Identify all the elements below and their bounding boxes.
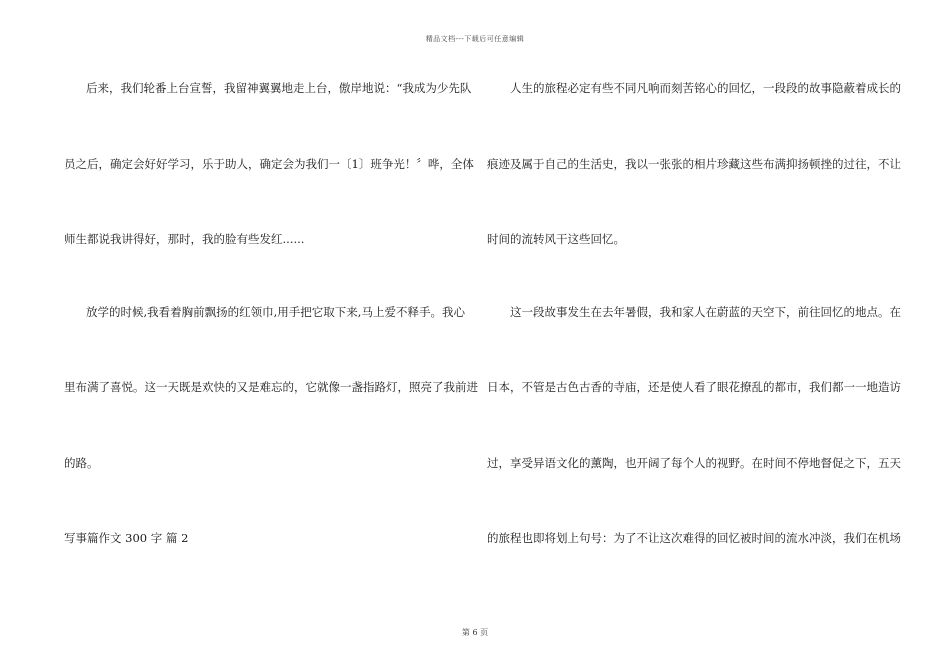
right-line-6: 过，享受异语文化的薰陶，也开阔了每个人的视野。在时间不停地督促之下，五天 [487, 456, 901, 470]
right-line-1: 人生的旅程必定有些不同凡响而刻苦铭心的回忆，一段段的故事隐蔽着成长的 [510, 81, 901, 95]
section-heading: 写事篇作文 300 字 篇 2 [64, 531, 189, 545]
page-number: 第 6 页 [461, 628, 489, 637]
left-line-2: 员之后，确定会好好学习，乐于助人，确定会为我们一〔1〕班争光！〞哗，全体 [64, 157, 474, 171]
left-line-1: 后来，我们轮番上台宣誓，我留神翼翼地走上台，傲岸地说：“我成为少先队 [86, 81, 472, 95]
right-line-2: 痕迹及属于自己的生活史，我以一张张的相片珍藏这些布满抑扬顿挫的过往，不让 [487, 157, 901, 171]
right-line-4: 这一段故事发生在去年暑假，我和家人在蔚蓝的天空下，前往回忆的地点。在 [510, 305, 901, 319]
left-line-5: 里布满了喜悦。这一天既是欢快的又是难忘的，它就像一盏指路灯，照亮了我前进 [64, 380, 478, 394]
page-header: 精品文档---下载后可任意编辑 [425, 35, 525, 43]
left-line-3: 师生都说我讲得好，那时，我的脸有些发红...... [64, 232, 305, 246]
right-line-7: 的旅程也即将划上句号：为了不让这次难得的回忆被时间的流水冲淡，我们在机场 [487, 531, 901, 545]
left-line-6: 的路。 [64, 456, 99, 470]
left-line-4: 放学的时候,我看着胸前飘扬的红领巾,用手把它取下来,马上爱不释手。我心 [86, 305, 465, 319]
right-line-5: 日本，不管是古色古香的寺庙，还是使人看了眼花撩乱的都市，我们都一一地造访 [487, 380, 901, 394]
right-line-3: 时间的流转风干这些回忆。 [487, 232, 625, 246]
